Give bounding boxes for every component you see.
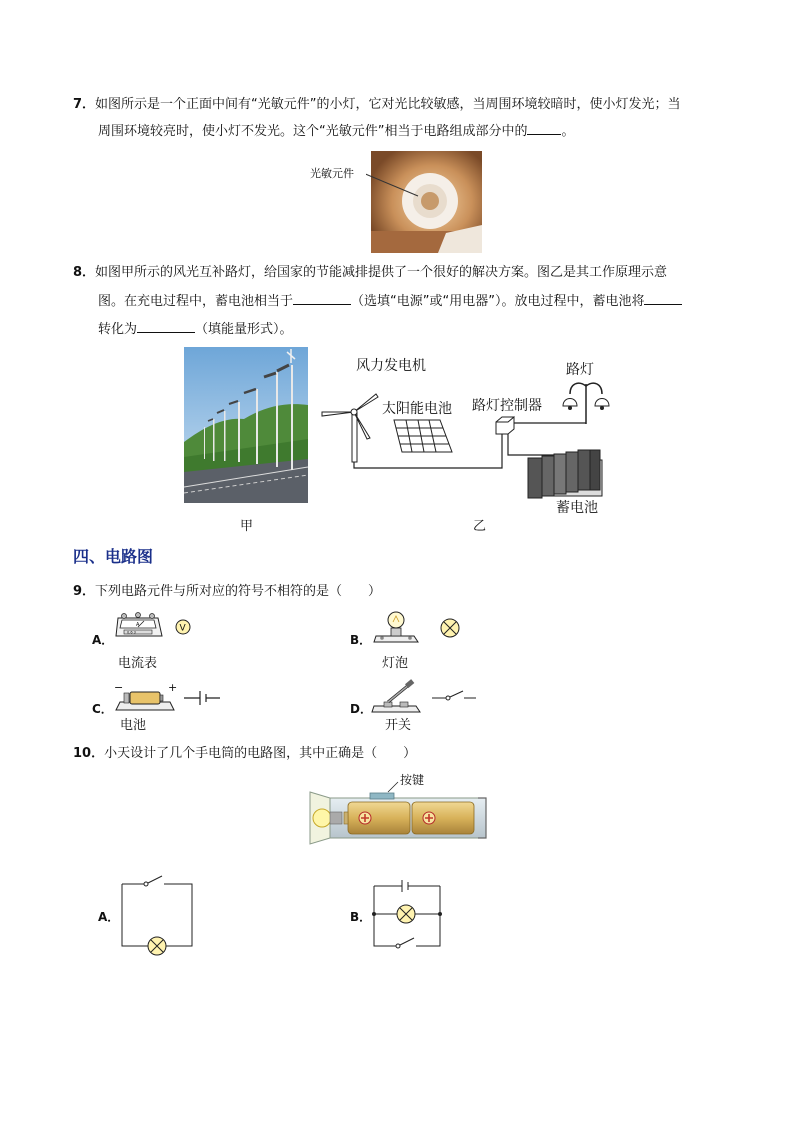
section-title: 四、电路图: [73, 547, 154, 566]
q8-number: 8．: [73, 265, 96, 280]
controller-icon: [496, 417, 514, 434]
q8-text-line2a: 图。在充电过程中，蓄电池相当于: [98, 294, 294, 309]
q8-text-line3a: 转化为: [98, 322, 138, 337]
q10-option-b[interactable]: B．: [350, 910, 372, 924]
q7-text-line1: 如图所示是一个正面中间有“光敏元件”的小灯，它对光比较敏感，当周围环境较暗时，使小灯发光；当: [95, 97, 681, 112]
q8-caption-right: 乙: [473, 519, 487, 534]
q7-line2: [98, 122, 575, 141]
battery-plus: +: [168, 681, 178, 694]
switch-icon: [370, 678, 480, 718]
q8-text-line2b: （选填“电源”或“用电器”）。放电过程中，蓄电池将: [351, 294, 645, 309]
q8-line3: [98, 320, 293, 339]
q7-answer-blank[interactable]: [527, 122, 561, 135]
q10-number: 10．: [73, 746, 105, 761]
q8-blank-2[interactable]: [644, 292, 682, 305]
q9-option-a[interactable]: A．: [92, 633, 114, 647]
q8-line2: [98, 292, 682, 311]
q10-circuit-a: [118, 872, 198, 958]
q7-photo: [306, 151, 482, 253]
q9-option-a-label: 电流表: [118, 656, 158, 671]
street-lamp-icon: [563, 383, 609, 424]
q8-line1: [73, 264, 667, 282]
flashlight-illustration: [308, 772, 490, 852]
battery-bank-icon: [528, 450, 602, 498]
wind-generator-label: 风力发电机: [356, 358, 426, 374]
q10-option-a[interactable]: A．: [98, 910, 120, 924]
q7-text-line2: 周围环境较亮时，使小灯不发光。这个“光敏元件”相当于电路组成部分中的: [98, 124, 528, 139]
battery-icon: [112, 680, 224, 716]
key-label: 按键: [400, 773, 425, 787]
q10-circuit-b: [370, 876, 446, 952]
voltmeter-symbol: V: [179, 623, 186, 634]
q8-text-line1: 如图甲所示的风光互补路灯，给国家的节能减排提供了一个很好的解决方案。图乙是其工作原理示意: [95, 265, 668, 280]
q8-blank-1[interactable]: [293, 292, 351, 305]
q7-line1: [73, 96, 681, 114]
q7-line2-end: 。: [561, 124, 575, 139]
q7-number: 7．: [73, 97, 96, 112]
q9-option-d-label: 开关: [385, 718, 412, 733]
solar-panel-icon: [394, 420, 452, 452]
q10-line: [73, 745, 416, 763]
controller-label: 路灯控制器: [472, 398, 542, 414]
q9-option-b-label: 灯泡: [382, 656, 409, 671]
q7-photo-label: 光敏元件: [310, 167, 354, 180]
q9-number: 9．: [73, 584, 96, 599]
q9-option-c-label: 电池: [120, 718, 147, 733]
q8-principle-diagram: [312, 350, 624, 520]
q9-option-b[interactable]: B．: [350, 633, 372, 647]
ammeter-icon: [114, 610, 196, 646]
q9-line: [73, 583, 381, 601]
meter-letter: A: [136, 622, 140, 628]
battery-label: 蓄电池: [556, 500, 598, 516]
wind-turbine-icon: [322, 394, 378, 462]
street-lamp-label: 路灯: [566, 362, 594, 378]
meter-scale: 0.6 3: [127, 630, 136, 635]
bulb-icon: [372, 608, 464, 648]
battery-minus: −: [114, 681, 124, 694]
q8-text-line3b: （填能量形式）。: [195, 322, 293, 337]
q8-blank-3[interactable]: [137, 320, 195, 333]
q9-option-d[interactable]: D．: [350, 702, 372, 716]
q8-streetlight-photo: [184, 347, 308, 503]
solar-cell-label: 太阳能电池: [382, 401, 452, 417]
q8-caption-left: 甲: [240, 519, 254, 534]
q10-text: 小天设计了几个手电筒的电路图，其中正确是（ ）: [104, 746, 417, 761]
q9-option-c[interactable]: C．: [92, 702, 113, 716]
q9-text: 下列电路元件与所对应的符号不相符的是（ ）: [95, 584, 382, 599]
